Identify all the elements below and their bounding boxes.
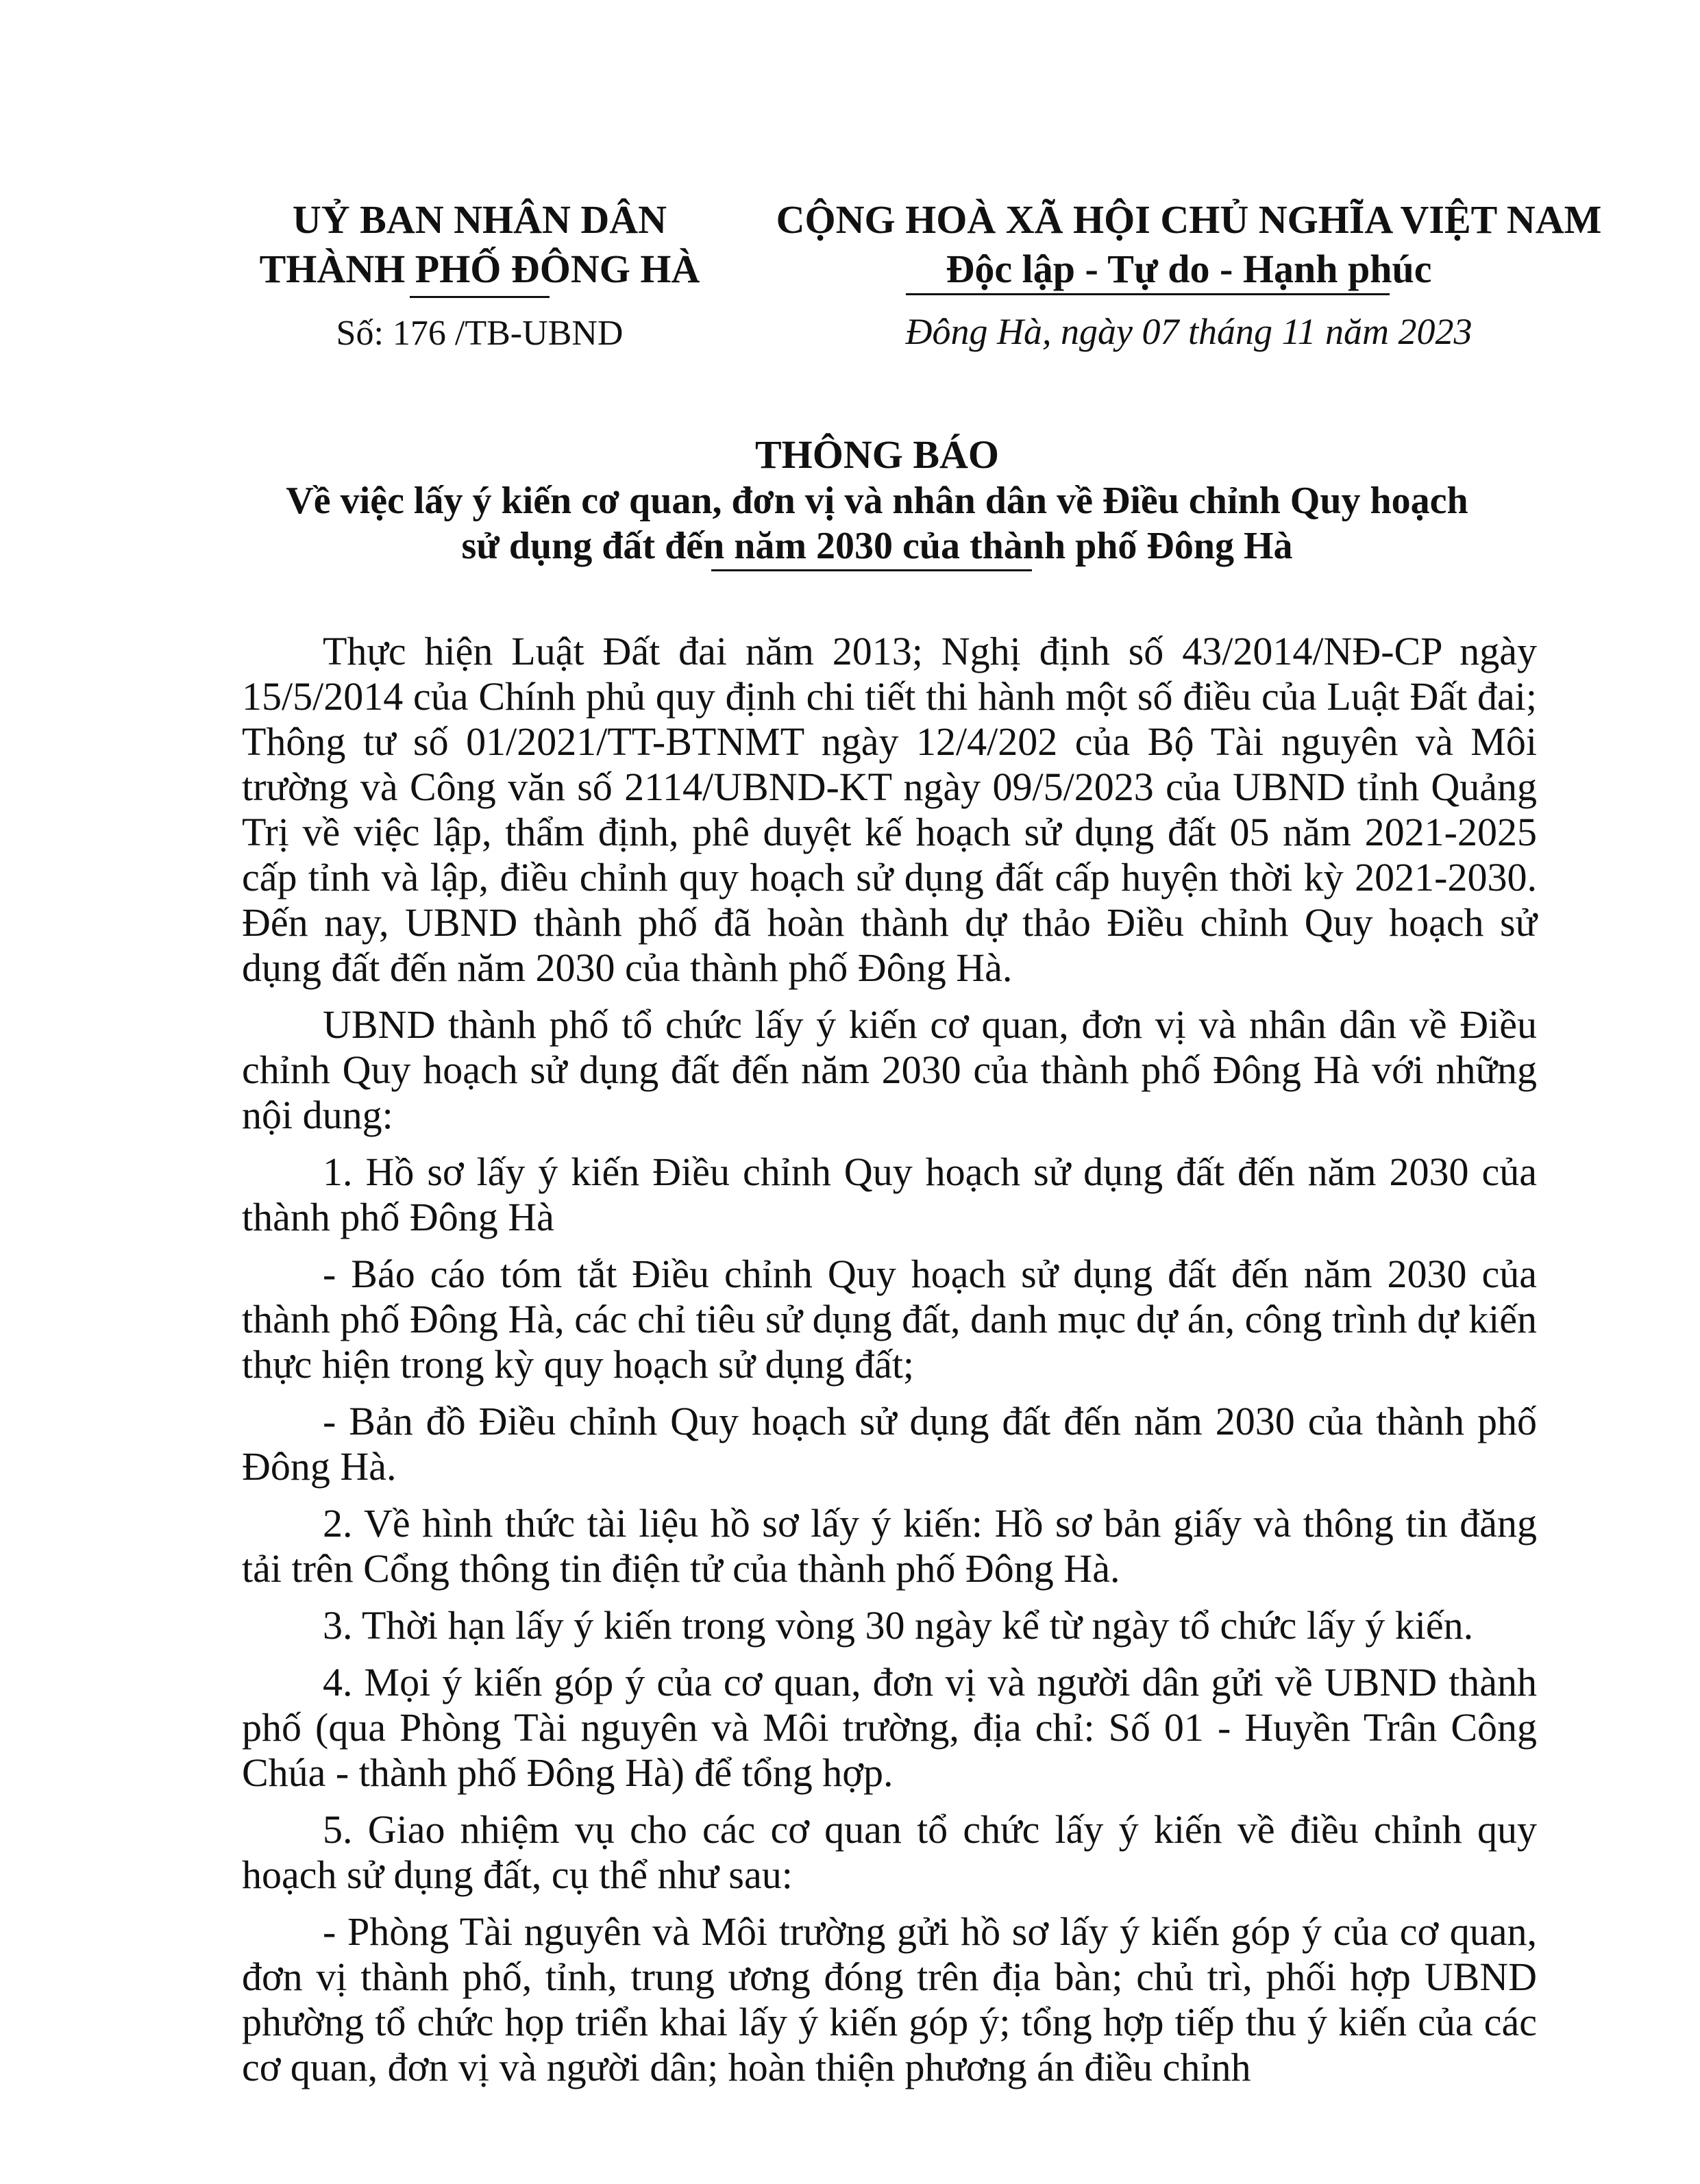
notice-title-block [206, 432, 1549, 569]
agency-line-1: UỶ BAN NHÂN DÂN [292, 197, 667, 242]
place-date: Đông Hà, ngày 07 tháng 11 năm 2023 [905, 311, 1473, 352]
paragraph-item-3: 3. Thời hạn lấy ý kiến trong vòng 30 ngày kể từ ngày tổ chức lấy ý kiến. [323, 1603, 1474, 1648]
agency-underline [410, 296, 550, 298]
notice-title: THÔNG BÁO [754, 432, 1000, 477]
paragraph-item-5-dept: - Phòng Tài nguyên và Môi trường gửi hồ sơ lấy ý kiến góp ý của cơ quan, đơn vị thành phố, tỉnh, trung ương đóng trên địa bàn; chủ trì, phối hợp UBND phường tổ chức họp triển khai lấy ý kiến góp ý; tổng hợp tiếp thu ý kiến của các cơ quan, đơn vị và người dân; hoàn thiện phương án điều chỉnh [242, 1909, 1537, 2089]
paragraph-item-1: 1. Hồ sơ lấy ý kiến Điều chỉnh Quy hoạch sử dụng đất đến năm 2030 của thành phố Đông Hà [242, 1150, 1537, 1239]
nation-line-1: CỘNG HOÀ XÃ HỘI CHỦ NGHĨA VIỆT NAM [776, 197, 1602, 242]
nation-line-2: Độc lập - Tự do - Hạnh phúc [946, 247, 1432, 291]
paragraph-item-5: 5. Giao nhiệm vụ cho các cơ quan tổ chức lấy ý kiến về điều chỉnh quy hoạch sử dụng đất, cụ thể như sau: [242, 1807, 1537, 1897]
issuing-agency [206, 195, 754, 354]
paragraph-intro: UBND thành phố tổ chức lấy ý kiến cơ quan, đơn vị và nhân dân về Điều chỉnh Quy hoạch sử dụng đất đến năm 2030 của thành phố Đông Hà với những nội dung: [242, 1002, 1537, 1137]
notice-body [242, 629, 1537, 2102]
paragraph-legal-basis: Thực hiện Luật Đất đai năm 2013; Nghị định số 43/2014/NĐ-CP ngày 15/5/2014 của Chính phủ quy định chi tiết thi hành một số điều của Luật Đất đai; Thông tư số 01/2021/TT-BTNMT ngày 12/4/202 của Bộ Tài nguyên và Môi trường và Công văn số 2114/UBND-KT ngày 09/5/2023 của UBND tỉnh Quảng Trị về việc lập, thẩm định, phê duyệt kế hoạch sử dụng đất 05 năm 2021-2025 cấp tỉnh và lập, điều chỉnh quy hoạch sử dụng đất cấp huyện thời kỳ 2021-2030. Đến nay, UBND thành phố đã hoàn thành dự thảo Điều chỉnh Quy hoạch sử dụng đất đến năm 2030 của thành phố Đông Hà. [242, 629, 1537, 990]
paragraph-item-2: 2. Về hình thức tài liệu hồ sơ lấy ý kiến: Hồ sơ bản giấy và thông tin đăng tải trên Cổng thông tin điện tử của thành phố Đông Hà. [242, 1501, 1537, 1591]
motto-underline [906, 293, 1390, 295]
paragraph-item-1-map: - Bản đồ Điều chỉnh Quy hoạch sử dụng đất đến năm 2030 của thành phố Đông Hà. [242, 1399, 1537, 1489]
agency-line-2: THÀNH PHỐ ĐÔNG HÀ [259, 247, 700, 291]
paragraph-item-1-report: - Báo cáo tóm tắt Điều chỉnh Quy hoạch sử dụng đất đến năm 2030 của thành phố Đông Hà, các chỉ tiêu sử dụng đất, danh mục dự án, công trình dự kiến thực hiện trong kỳ quy hoạch sử dụng đất; [242, 1252, 1537, 1387]
paragraph-item-4: 4. Mọi ý kiến góp ý của cơ quan, đơn vị và người dân gửi về UBND thành phố (qua Phòng Tài nguyên và Môi trường, địa chỉ: Số 01 - Huyền Trân Công Chúa - thành phố Đông Hà) để tổng hợp. [242, 1660, 1537, 1795]
national-motto [761, 195, 1617, 353]
document-number: Số: 176 /TB-UBND [336, 314, 624, 353]
notice-subtitle-line-1: Về việc lấy ý kiến cơ quan, đơn vị và nhân dân về Điều chỉnh Quy hoạch [286, 480, 1468, 522]
title-underline [711, 569, 1032, 571]
notice-subtitle-line-2: sử dụng đất đến năm 2030 của thành phố Đông Hà [461, 525, 1293, 567]
